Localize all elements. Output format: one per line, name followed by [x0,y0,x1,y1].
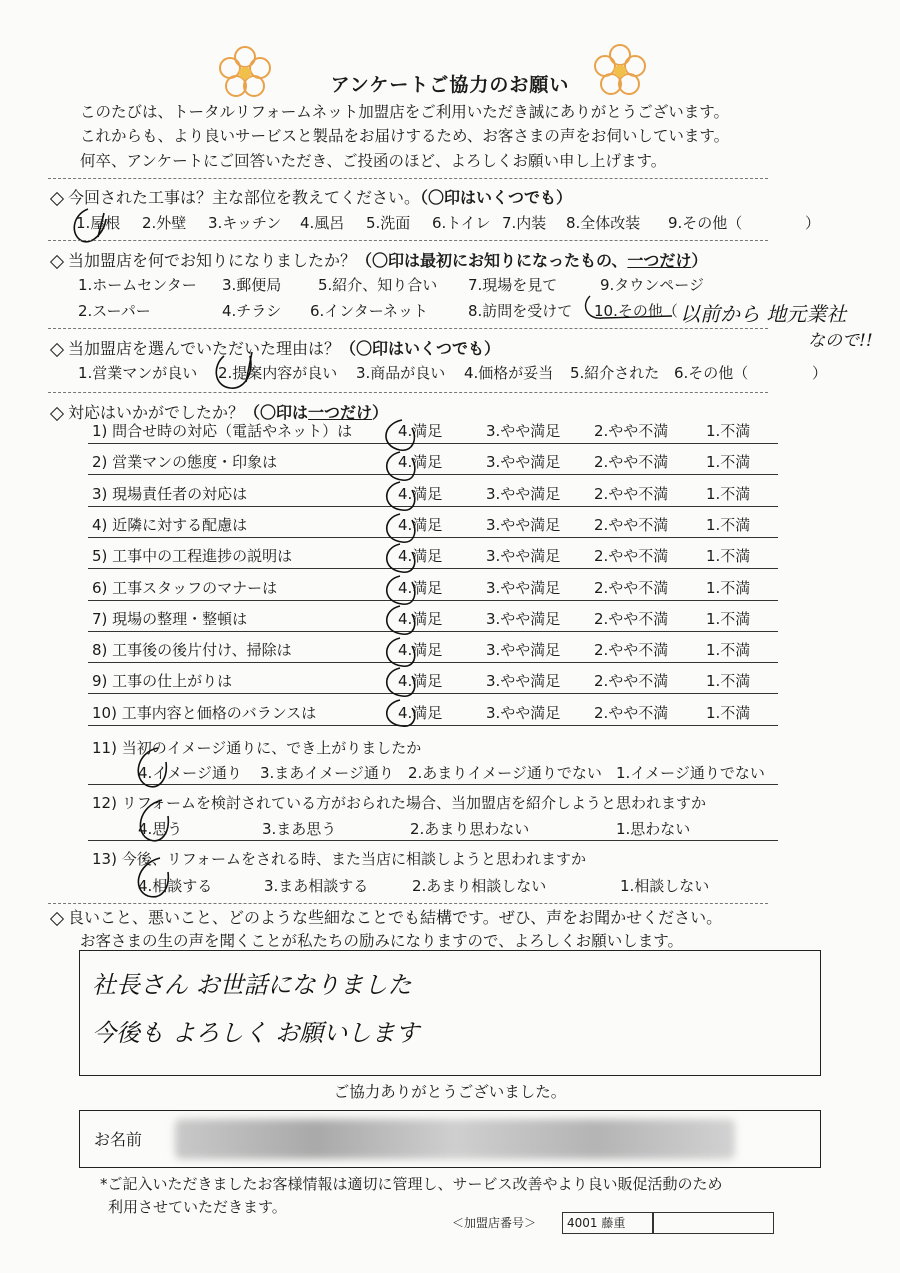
q11-title: 11) 当初のイメージ通りに、でき上がりましたか [92,739,422,757]
q4-rating-option[interactable]: 1.不満 [706,516,751,534]
q13-option-3[interactable]: 3.まあ相談する [264,877,369,895]
q2-option-7[interactable]: 7.現場を見て [468,276,558,294]
q4-item-label: 10) 工事内容と価格のバランスは [92,704,317,722]
q4-rating-option[interactable]: 3.やや満足 [486,547,561,565]
q4-rating-option[interactable]: 3.やや満足 [486,485,561,503]
q11-option-1[interactable]: 1.イメージ通りでない [616,764,765,782]
divider [48,328,768,329]
diamond-bullet-icon [50,406,64,420]
page-title: アンケートご協力のお願い [330,74,570,96]
q2-title: 当加盟店を何でお知りになりましたか？ [68,251,357,270]
q4-item-label: 2) 営業マンの態度・印象は [92,453,278,471]
q4-note-bold: 一つだけ [308,403,373,422]
q4-rating-option[interactable]: 4.満足 [398,422,443,440]
q1-option-wall[interactable]: 2.外壁 [142,214,187,232]
q4-rating-option[interactable]: 3.やや満足 [486,453,561,471]
q4-item-label: 8) 工事後の後片付け、掃除は [92,641,292,659]
q1-option-kitchen[interactable]: 3.キッチン [208,214,282,232]
q3-heading [52,336,500,359]
q5-subtitle: お客さまの生の声を聞くことが私たちの励みになりますので、よろしくお願いします。 [80,932,683,950]
q4-item-label: 4) 近隣に対する配慮は [92,516,248,534]
q2-note-bold: 一つだけ [627,251,692,270]
q4-item-label: 1) 問合せ時の対応（電話やネット）は [92,422,353,440]
q4-rating-option[interactable]: 2.やや不満 [594,453,669,471]
q2-option-6[interactable]: 6.インターネット [310,302,428,320]
q4-rating-option[interactable]: 3.やや満足 [486,610,561,628]
q4-rating-option[interactable]: 2.やや不満 [594,422,669,440]
q4-title: 対応はいかがでしたか？ [68,403,245,422]
q4-rating-option[interactable]: 4.満足 [398,672,443,690]
diamond-bullet-icon [50,911,64,925]
q4-rating-option[interactable]: 3.やや満足 [486,579,561,597]
q4-rating-option[interactable]: 4.満足 [398,516,443,534]
intro-line-1: このたびは、トータルリフォームネット加盟店をご利用いただき誠にありがとうございます。 [80,103,729,121]
q3-note: （〇印はいくつでも） [340,339,501,358]
q1-option-other-close: ） [805,214,821,232]
q2-heading [52,248,707,271]
q4-rating-option[interactable]: 3.やや満足 [486,641,561,659]
q4-rating-option[interactable]: 4.満足 [398,453,443,471]
name-field[interactable] [79,1110,821,1168]
q4-rating-option[interactable]: 3.やや満足 [486,422,561,440]
q2-option-10[interactable]: 10.その他（ [594,302,678,320]
divider [48,903,768,904]
q4-item-label: 9) 工事の仕上がりは [92,672,233,690]
q4-rating-option[interactable]: 4.満足 [398,485,443,503]
q1-option-washroom[interactable]: 5.洗面 [366,214,411,232]
q4-rating-option[interactable]: 2.やや不満 [594,547,669,565]
q4-rating-option[interactable]: 1.不満 [706,672,751,690]
answer-circle-mark [582,292,682,322]
q1-heading [52,185,572,208]
q12-option-4[interactable]: 4.思う [138,820,183,838]
store-number-value: 4001 藤重 [562,1212,654,1234]
q4-rating-option[interactable]: 1.不満 [706,641,751,659]
q3-option-2[interactable]: 2.提案内容が良い [218,364,338,382]
store-number-label: ＜加盟店番号＞ [452,1216,537,1230]
q4-rating-option[interactable]: 2.やや不満 [594,579,669,597]
q4-rating-option[interactable]: 1.不満 [706,547,751,565]
q11-option-2[interactable]: 2.あまりイメージ通りでない [408,764,602,782]
q13-option-4[interactable]: 4.相談する [138,877,213,895]
q4-rating-option[interactable]: 1.不満 [706,422,751,440]
q11-option-4[interactable]: 4.イメージ通り [138,764,242,782]
q2-handwritten-2: なので!! [808,331,873,351]
diamond-bullet-icon [50,254,64,268]
q4-rating-option[interactable]: 1.不満 [706,453,751,471]
q13-title: 13) 今後、リフォームをされる時、また当店に相談しようと思われますか [92,850,586,868]
q2-option-5[interactable]: 5.紹介、知り合い [318,276,438,294]
q4-item-label: 6) 工事スタッフのマナーは [92,579,278,597]
q3-option-6-close: ） [812,364,828,382]
q4-rating-option[interactable]: 4.満足 [398,610,443,628]
thanks-text: ご協力ありがとうございました。 [333,1083,567,1101]
q4-rating-option[interactable]: 1.不満 [706,610,751,628]
divider [48,392,768,393]
q3-option-5[interactable]: 5.紹介された [570,364,660,382]
q4-rating-option[interactable]: 2.やや不満 [594,485,669,503]
q12-option-1[interactable]: 1.思わない [616,820,691,838]
q3-option-3[interactable]: 3.商品が良い [356,364,446,382]
q12-option-2[interactable]: 2.あまり思わない [410,820,530,838]
q4-rating-option[interactable]: 2.やや不満 [594,672,669,690]
q4-note: （〇印は [244,403,309,422]
q3-option-4[interactable]: 4.価格が妥当 [464,364,554,382]
q1-option-interior[interactable]: 7.内装 [502,214,547,232]
q2-handwritten-1: 以前から 地元業社 [680,302,847,326]
q2-note-end: ） [691,251,708,270]
q2-option-4[interactable]: 4.チラシ [222,302,282,320]
q4-rating-option[interactable]: 1.不満 [706,704,751,722]
q3-option-6[interactable]: 6.その他（ [674,364,749,382]
q12-title: 12) リフォームを検討されている方がおられた場合、当加盟店を紹介しようと思われますか [92,794,706,812]
q1-option-other[interactable]: 9.その他（ [668,214,743,232]
intro-line-2: これからも、より良いサービスと製品をお届けするため、お客さまの声をお伺いしています。 [80,127,730,145]
q3-title: 当加盟店を選んでいただいた理由は？ [68,339,341,358]
divider [48,240,768,241]
q5-title: 良いこと、悪いこと、どのような些細なことでも結構です。ぜひ、声をお聞かせください。 [68,908,723,927]
q4-rating-option[interactable]: 2.やや不満 [594,704,669,722]
q4-item-label: 3) 現場責任者の対応は [92,485,248,503]
comment-box[interactable] [79,950,821,1076]
redacted-name [175,1119,735,1159]
q4-note-end: ） [372,403,389,422]
q4-rating-option[interactable]: 4.満足 [398,704,443,722]
store-number-blank [652,1212,774,1234]
q4-rating-option[interactable]: 4.満足 [398,579,443,597]
answer-circle-mark [122,740,192,910]
diamond-bullet-icon [50,191,64,205]
q2-option-8[interactable]: 8.訪問を受けて [468,302,573,320]
q4-rating-option[interactable]: 2.やや不満 [594,516,669,534]
divider [48,178,768,179]
q1-title: 今回された工事は？主な部位を教えてください。 [68,188,421,207]
q2-option-3[interactable]: 3.郵便局 [222,276,282,294]
q12-option-3[interactable]: 3.まあ思う [262,820,337,838]
q4-item-label: 5) 工事中の工程進捗の説明は [92,547,293,565]
privacy-line-2: 利用させていただきます。 [108,1198,287,1216]
q4-rating-option[interactable]: 4.満足 [398,547,443,565]
q4-rating-option[interactable]: 3.やや満足 [486,704,561,722]
intro-line-3: 何卒、アンケートにご回答いただき、ご投函のほど、よろしくお願い申し上げます。 [80,152,667,170]
q4-rating-option[interactable]: 4.満足 [398,641,443,659]
q4-item-label: 7) 現場の整理・整頓は [92,610,248,628]
q4-rating-option[interactable]: 2.やや不満 [594,610,669,628]
answer-circle-mark [210,346,270,392]
answer-circle-mark [372,410,442,730]
q1-note: （〇印はいくつでも） [420,188,573,207]
q1-option-full[interactable]: 8.全体改装 [566,214,641,232]
q1-option-roof[interactable]: 1.屋根 [76,214,121,232]
q5-heading [52,905,722,928]
privacy-line-1: *ご記入いただきましたお客様情報は適切に管理し、サービス改善やより良い販促活動のため [100,1175,723,1193]
q4-rating-option[interactable]: 3.やや満足 [486,672,561,690]
comment-line-1: 社長さん お世話になりました [92,971,412,999]
q2-option-9[interactable]: 9.タウンページ [600,276,705,294]
q4-rating-option[interactable]: 2.やや不満 [594,641,669,659]
name-label: お名前 [94,1130,143,1149]
q1-option-toilet[interactable]: 6.トイレ [432,214,491,232]
q2-option-1[interactable]: 1.ホームセンター [78,276,197,294]
diamond-bullet-icon [50,342,64,356]
q1-option-bath[interactable]: 4.風呂 [300,214,345,232]
q11-option-3[interactable]: 3.まあイメージ通り [260,764,394,782]
q13-option-1[interactable]: 1.相談しない [620,877,710,895]
q3-option-1[interactable]: 1.営業マンが良い [78,364,198,382]
q2-note: （〇印は最初にお知りになったもの、 [356,251,628,270]
q4-rating-option[interactable]: 3.やや満足 [486,516,561,534]
q13-option-2[interactable]: 2.あまり相談しない [412,877,547,895]
comment-line-2: 今後も よろしく お願いします [92,1019,420,1047]
q4-rating-option[interactable]: 1.不満 [706,485,751,503]
q2-option-2[interactable]: 2.スーパー [78,302,151,320]
q4-rating-option[interactable]: 1.不満 [706,579,751,597]
